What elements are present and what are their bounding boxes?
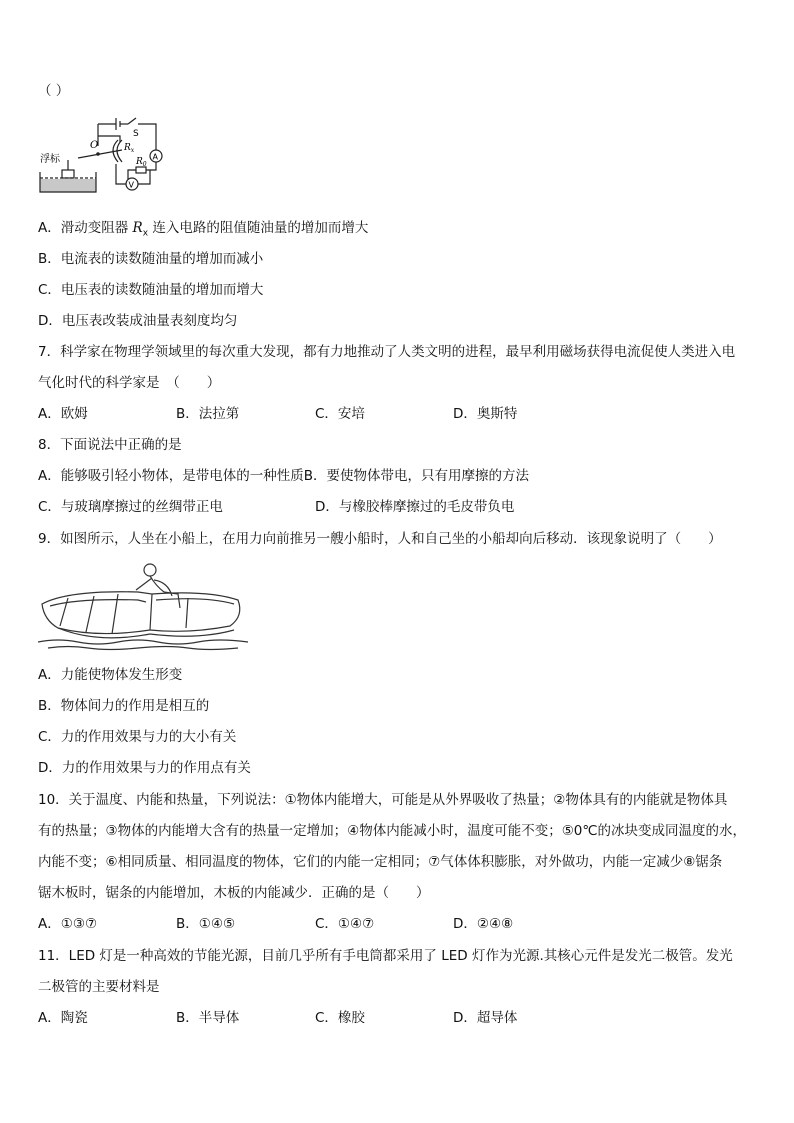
q7-option-d[interactable]: D．奥斯特 (453, 406, 518, 422)
q11-option-a[interactable]: A．陶瓷 (38, 1010, 88, 1026)
q10-stem-line4: 锯木板时，锯条的内能增加，木板的内能减少．正确的是（ ） (38, 885, 430, 901)
q8-stem: 8．下面说法中正确的是 (38, 437, 182, 453)
q9-option-b[interactable]: B．物体间力的作用是相互的 (38, 698, 210, 714)
q10-option-c[interactable]: C．①④⑦ (315, 916, 375, 932)
float-label: 浮标 (40, 154, 60, 165)
q6-option-b[interactable]: B．电流表的读数随油量的增加而减小 (38, 251, 264, 267)
q6-option-d[interactable]: D．电压表改装成油量表刻度均匀 (38, 313, 238, 329)
q8-option-c[interactable]: C．与玻璃摩擦过的丝绸带正电 (38, 499, 223, 515)
q10-stem-line2: 有的热量；③物体的内能增大含有的热量一定增加；④物体内能减小时，温度可能不变；⑤0℃的冰块变成同温度的水， (38, 823, 747, 839)
q9-stem: 9．如图所示，人坐在小船上，在用力向前推另一艘小船时，人和自己坐的小船却向后移动．该现象说明了（ ） (38, 531, 722, 547)
q10-option-b[interactable]: B．①④⑤ (176, 916, 236, 932)
voltmeter-label: V (128, 180, 134, 190)
q11-stem-line2: 二极管的主要材料是 (38, 979, 160, 995)
q11-option-d[interactable]: D．超导体 (453, 1010, 518, 1026)
q8-options-ab[interactable]: A．能够吸引轻小物体，是带电体的一种性质B．要使物体带电，只有用摩擦的方法 (38, 468, 529, 484)
q7-stem-line1: 7．科学家在物理学领域里的每次重大发现，都有力地推动了人类文明的进程，最早利用磁场获得电流促使人类进入电 (38, 344, 736, 360)
q10-stem-line1: 10．关于温度、内能和热量，下列说法：①物体内能增大，可能是从外界吸收了热量；②物体具有的内能就是物体具 (38, 792, 728, 808)
q9-option-c[interactable]: C．力的作用效果与力的大小有关 (38, 729, 237, 745)
q11-stem-line1: 11．LED 灯是一种高效的节能光源，目前几乎所有手电筒都采用了 LED 灯作为光源.其核心元件是发光二极管。发光 (38, 948, 733, 964)
q7-option-a[interactable]: A．欧姆 (38, 406, 88, 422)
q7-option-c[interactable]: C．安培 (315, 406, 365, 422)
q9-option-a[interactable]: A．力能使物体发生形变 (38, 667, 183, 683)
q11-option-c[interactable]: C．橡胶 (315, 1010, 365, 1026)
q9-option-d[interactable]: D．力的作用效果与力的作用点有关 (38, 760, 251, 776)
r0-label: $R_0$ (136, 157, 147, 168)
rx-label: $R_x$ (124, 143, 135, 154)
boat-push-illustration (38, 560, 250, 652)
pivot-label: O (90, 140, 99, 151)
switch-label: S (133, 129, 139, 139)
q10-option-d[interactable]: D．②④⑧ (453, 916, 514, 932)
q10-stem-line3: 内能不变；⑥相同质量、相同温度的物体，它们的内能一定相同；⑦气体体积膨胀，对外做功，内能一定减少⑧锯条 (38, 854, 723, 870)
oil-gauge-circuit-diagram (38, 112, 168, 194)
q6-option-a[interactable]: A．滑动变阻器 $R_x$ 连入电路的阻值随油量的增加而增大 (38, 220, 369, 239)
q7-option-b[interactable]: B．法拉第 (176, 406, 240, 422)
q6-option-c[interactable]: C．电压表的读数随油量的增加而增大 (38, 282, 264, 298)
ammeter-label: A (152, 152, 158, 162)
answer-bracket: （ ） (38, 83, 70, 99)
q7-stem-line2: 气化时代的科学家是 （ ） (38, 375, 221, 391)
q10-option-a[interactable]: A．①③⑦ (38, 916, 98, 932)
q8-option-d[interactable]: D．与橡胶棒摩擦过的毛皮带负电 (315, 499, 515, 515)
q11-option-b[interactable]: B．半导体 (176, 1010, 240, 1026)
